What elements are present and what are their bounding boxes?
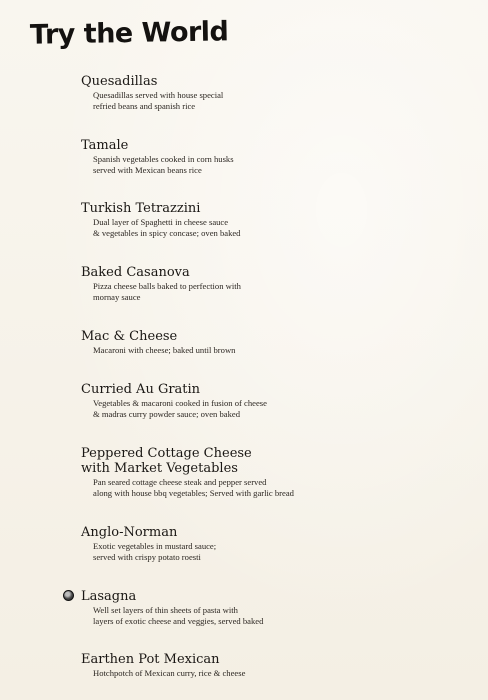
menu-item-quesadillas (81, 74, 461, 112)
menu-item-tamale (81, 138, 461, 176)
menu-item-turkish-tetrazzini (81, 201, 461, 239)
menu-item-description: Quesadillas served with house special refried beans and spanish rice (93, 90, 224, 111)
menu-item-description: Dual layer of Spaghetti in cheese sauce & vegetables in spicy concase; oven baked (93, 217, 241, 238)
menu-item-curried-au-gratin (81, 382, 461, 420)
menu-item-name: Peppered Cottage Cheese with Market Vegetables (81, 446, 252, 476)
menu-item-name: Baked Casanova (81, 265, 190, 280)
menu-item-description: Macaroni with cheese; baked until brown (93, 345, 236, 355)
menu-item-mac-and-cheese (81, 329, 461, 356)
menu-item-description: Pizza cheese balls baked to perfection with mornay sauce (93, 281, 241, 302)
menu-item-name: Quesadillas (81, 74, 158, 89)
menu-item-earthen-pot-mexican (81, 652, 461, 679)
menu-item-description: Vegetables & macaroni cooked in fusion of cheese & madras curry powder sauce; oven baked (93, 398, 267, 419)
menu-item-name: Tamale (81, 138, 129, 153)
menu-item-description: Well set layers of thin sheets of pasta with layers of exotic cheese and veggies, served baked (93, 605, 264, 626)
menu-item-name: Curried Au Gratin (81, 382, 201, 397)
menu-item-lasagna (81, 589, 461, 627)
menu-item-description: Spanish vegetables cooked in corn husks served with Mexican beans rice (93, 154, 234, 175)
menu-item-description: Exotic vegetables in mustard sauce; served with crispy potato roesti (93, 541, 217, 562)
menu-item-baked-casanova (81, 265, 461, 303)
menu-item-anglo-norman (81, 525, 461, 563)
menu-item-name: Mac & Cheese (81, 329, 178, 344)
recommended-bullet-icon (63, 590, 74, 601)
menu-item-peppered-cottage-cheese (81, 446, 461, 499)
page-title: Try the World (29, 16, 229, 51)
menu-item-description: Pan seared cottage cheese steak and pepper served along with house bbq vegetables; Served with garlic bread (93, 477, 294, 498)
menu-item-name: Anglo-Norman (81, 525, 178, 540)
menu-item-name: Lasagna (81, 589, 137, 604)
menu-item-description: Hotchpotch of Mexican curry, rice & cheese (93, 668, 246, 678)
menu-item-name: Earthen Pot Mexican (81, 652, 220, 667)
menu-item-name: Turkish Tetrazzini (81, 201, 201, 216)
